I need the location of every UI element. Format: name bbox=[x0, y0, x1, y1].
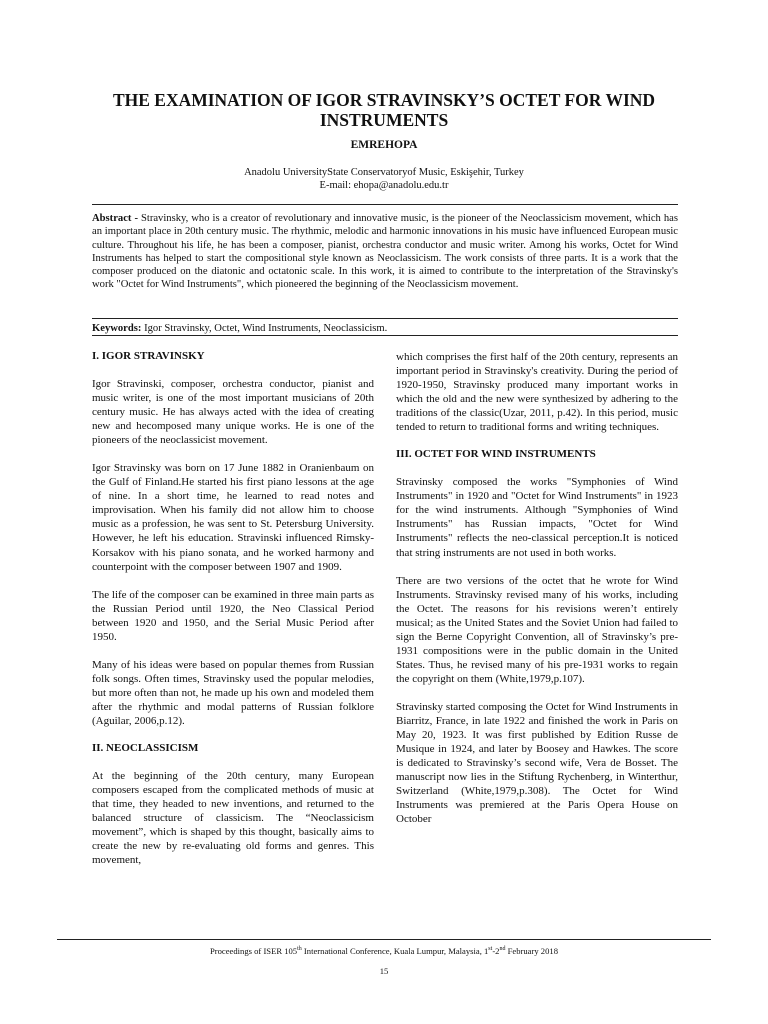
paragraph: The life of the composer can be examined in three main parts as the Russian Period until 1920, the Neo Classical Period between 1920 and 1950, and the Serial Music Period after 1950. bbox=[92, 588, 374, 643]
footer-sup: nd bbox=[499, 946, 506, 953]
footer-text: Proceedings of ISER 105 bbox=[209, 946, 298, 956]
footer-divider bbox=[57, 939, 711, 940]
paragraph: Many of his ideas were based on popular themes from Russian folk songs. Often times, Stravinsky used the popular melodies, but more often than not, he made up his own and modeled them after the rhythmic and modal patterns of Russian folklore (Aguilar, 2006,p.12). bbox=[92, 658, 374, 727]
paragraph: Igor Stravinski, composer, orchestra conductor, pianist and music writer, is one of the most important musicians of 20th century music. He has always acted with the idea of creating new and hecomposed many unique works. He is one of the pioneers of the neoclassicist movement. bbox=[92, 378, 374, 447]
left-column bbox=[92, 350, 374, 881]
paragraph: Stravinsky composed the works "Symphonies of Wind Instruments" in 1920 and "Octet for Wind Instruments" in 1923 for the wind instruments. Although "Symphonies of Wind Instruments" has Russian impacts, "Octet for Wind Instruments" reflects the neo-classical perception.It is noticed that string instruments are not used in both works. bbox=[396, 476, 678, 559]
footer-text: February 2018 bbox=[505, 946, 558, 956]
paper-title: THE EXAMINATION OF IGOR STRAVINSKY’S OCTET FOR WIND INSTRUMENTS bbox=[112, 90, 656, 130]
divider-abstract bbox=[92, 318, 678, 319]
footer-text: -2 bbox=[492, 946, 500, 956]
divider-top bbox=[92, 204, 678, 205]
section-heading-igor-stravinsky: I. IGOR STRAVINSKY bbox=[92, 350, 205, 362]
footer-proceedings bbox=[57, 946, 711, 957]
page-number: 15 bbox=[379, 966, 389, 976]
author-name: EMREHOPA bbox=[350, 139, 418, 151]
divider-keywords bbox=[92, 335, 678, 336]
paragraph: Stravinsky started composing the Octet for Wind Instruments in Biarritz, France, in late 1922 and finished the work in Paris on May 20, 1923. It was first published by Edition Russe de Musique in 1924, and later by Boosey and Hawkes. The score is dedicated to Stravinsky’s second wife, Vera de Bosset. The manuscript now lies in the Stiftung Rychenberg, in Winterthur, Switzerland (White,1979,p.308). The Octet for Wind Instruments was premiered at the Paris Opera House on October bbox=[396, 700, 678, 826]
paragraph: There are two versions of the octet that he wrote for Wind Instruments. Stravinsky revised many of his works, including the Octet. The reasons for his revisions weren’t entirely musical; as the United States and the Soviet Union had failed to sign the Berne Copyright Convention, all of Stravinsky’s pre-1931 compositions were in the public domain in the United States. Thus, he revised many of his pre-1931 works to regain the copyright on them (White,1979,p.107). bbox=[396, 574, 678, 685]
footer-text: International Conference, Kuala Lumpur, Malaysia, 1 bbox=[301, 946, 489, 956]
paragraph: At the beginning of the 20th century, many European composers escaped from the complicated methods of music at that time, they headed to new inventions, and returned to the balanced structure of classicism. The “Neoclassicism movement”, which is shaped by this thought, basically aims to create the new by re-evaluating old forms and genres. This movement, bbox=[92, 770, 374, 867]
paragraph: which comprises the first half of the 20th century, represents an important period in Stravinsky's creativity. During the period of 1920-1950, Stravinsky produced many important works in which the old and the new were synthesized by adhering to the traditions of the classic(Uzar, 2011, p.42). In this period, music tended to return to traditional forms and writing techniques. bbox=[396, 351, 678, 434]
keywords bbox=[92, 322, 678, 335]
keywords-label: Keywords: bbox=[92, 323, 142, 334]
author-email: E-mail: ehopa@anadolu.edu.tr bbox=[319, 180, 449, 191]
abstract-label: Abstract - bbox=[92, 213, 138, 224]
section-heading-neoclassicism: II. NEOCLASSICISM bbox=[92, 742, 199, 755]
footer-sup: st bbox=[488, 946, 493, 953]
abstract-text: Stravinsky, who is a creator of revolutionary and innovative music, is the pioneer of the Neoclassicism movement, which has an important place in 20th century music. The rhythmic, melodic and harmonic innovations in his music have influenced European music culture. Throughout his life, he has been a composer, pianist, orchestra conductor and music writer. Among his works, Octet for Wind Instruments has helped to start the compositional style known as Neoclassicism. The work consists of three parts. It is a work that the composer produced on the diatonic and octatonic scale. In this work, it is aimed to contribute to the interpretation of the Stravinsky's work "Octet for Wind Instruments", which pioneered the beginning of the Neoclassicism movement. bbox=[92, 213, 678, 291]
right-column bbox=[396, 350, 678, 840]
keywords-text: Igor Stravinsky, Octet, Wind Instruments, Neoclassicism. bbox=[141, 323, 388, 334]
paragraph: Igor Stravinsky was born on 17 June 1882 in Oranienbaum on the Gulf of Finland.He started his first piano lessons at the age of nine. In a short time, he learned to read notes and improvisation. When his family did not allow him to choose music as a profession, he was sent to St. Petersburg University. However, he left his education. Stravinski influenced Rimsky-Korsakov with his piano sonata, and he worked harmony and counterpoint with the composer between 1907 and 1909. bbox=[92, 462, 374, 573]
footer-sup: th bbox=[297, 946, 302, 953]
author-affiliation: Anadolu UniversityState Conservatoryof Music, Eskişehir, Turkey bbox=[244, 167, 524, 178]
section-heading-octet: III. OCTET FOR WIND INSTRUMENTS bbox=[396, 448, 596, 461]
abstract bbox=[92, 212, 678, 292]
